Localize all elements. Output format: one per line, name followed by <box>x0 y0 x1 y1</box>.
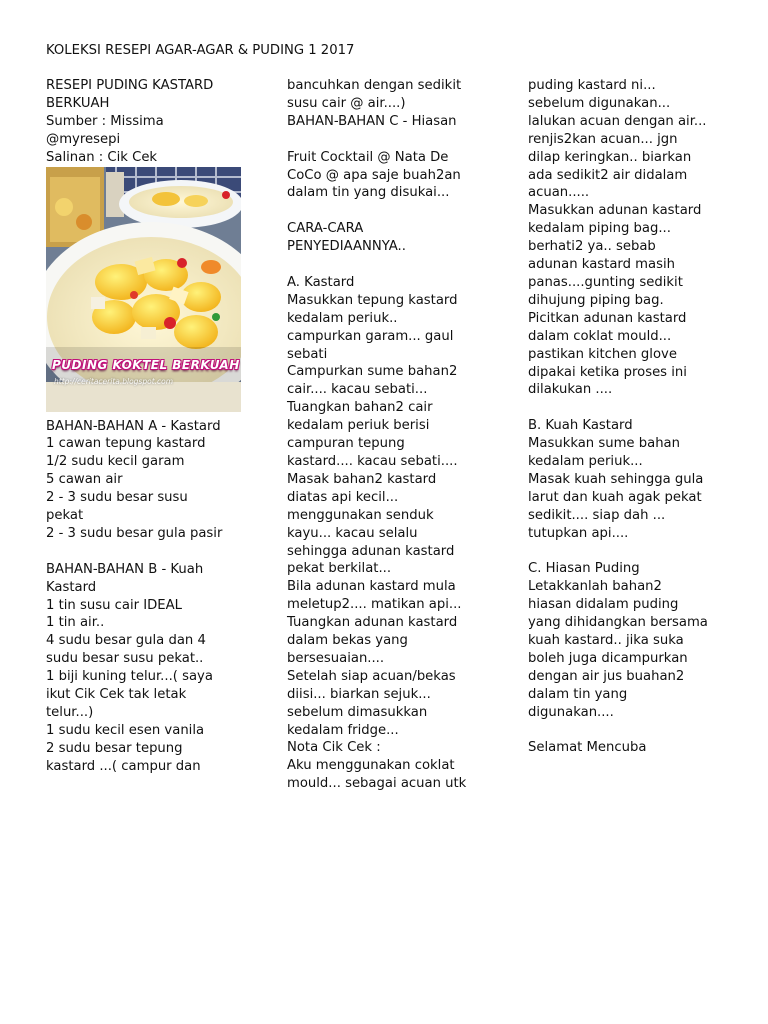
text-line <box>287 202 523 220</box>
text-line: diisi... biarkan sejuk... <box>287 686 431 702</box>
text-line: dalam bekas yang <box>287 633 408 649</box>
text-line: diatas api kecil... <box>287 489 399 505</box>
text-line: 1 tin susu cair IDEAL <box>46 597 182 613</box>
text-line: ikut Cik Cek tak letak <box>46 687 187 703</box>
text-line: 1 cawan tepung kastard <box>46 436 206 452</box>
text-line: dalam tin yang <box>528 686 628 702</box>
column-3 <box>528 77 760 757</box>
text-line: Aku menggunakan coklat <box>287 758 455 774</box>
text-line: kayu... kacau selalu <box>287 525 418 541</box>
text-line: telur...) <box>46 705 94 721</box>
text-line: dilap keringkan.. biarkan <box>528 149 692 165</box>
photo-watermark-url: http://ceritacerita.blogspot.com <box>54 376 174 386</box>
text-line: RESEPI PUDING KASTARD <box>46 78 214 93</box>
text-line: Masak bahan2 kastard <box>287 471 437 487</box>
pudding-photo <box>46 167 241 412</box>
column-2 <box>287 77 523 793</box>
text-line: Picitkan adunan kastard <box>528 310 687 326</box>
text-line: dihujung piping bag. <box>528 292 664 308</box>
text-line: 4 sudu besar gula dan 4 <box>46 633 206 649</box>
text-line: dilakukan .... <box>528 382 613 398</box>
text-line: meletup2.... matikan api... <box>287 597 462 613</box>
text-line: dengan air jus buahan2 <box>528 668 685 684</box>
text-line: Bila adunan kastard mula <box>287 579 456 595</box>
text-line: berhati2 ya.. sebab <box>528 239 656 255</box>
text-line: ada sedikit2 air didalam <box>528 167 688 183</box>
text-line: C. Hiasan Puding <box>528 561 640 577</box>
column-1 <box>46 77 278 776</box>
text-line: larut dan kuah agak pekat <box>528 489 702 505</box>
text-line: B. Kuah Kastard <box>528 418 633 434</box>
text-line: CoCo @ apa saje buah2an <box>287 167 461 183</box>
text-line <box>46 543 278 561</box>
text-line: kedalam piping bag... <box>528 221 671 237</box>
text-line: adunan kastard masih <box>528 257 675 273</box>
text-line: Sumber : Missima <box>46 113 164 129</box>
text-line: @myresepi <box>46 131 121 147</box>
text-line: 2 - 3 sudu besar gula pasir <box>46 525 223 541</box>
text-line: digunakan.... <box>528 704 614 720</box>
text-line: BAHAN-BAHAN C - Hiasan <box>287 113 457 129</box>
text-line: sedikit.... siap dah ... <box>528 507 666 523</box>
text-line: Masak kuah sehingga gula <box>528 471 704 487</box>
text-line <box>528 399 760 417</box>
text-line: Masukkan adunan kastard <box>528 203 702 219</box>
text-line: Nota Cik Cek : <box>287 740 381 756</box>
text-line: kedalam periuk... <box>528 454 643 470</box>
recipe-header <box>46 77 278 167</box>
text-line: hiasan didalam puding <box>528 597 679 613</box>
text-line: PENYEDIAANNYA.. <box>287 239 406 255</box>
text-line: mould... sebagai acuan utk <box>287 776 467 792</box>
text-line: Campurkan sume bahan2 <box>287 364 458 380</box>
text-line <box>528 722 760 740</box>
ingredients-section <box>46 418 278 776</box>
text-line: boleh juga dicampurkan <box>528 650 688 666</box>
text-line: Kastard <box>46 579 97 595</box>
text-line: pekat berkilat... <box>287 561 392 577</box>
text-line: Tuangkan bahan2 cair <box>287 400 433 416</box>
text-line: A. Kastard <box>287 274 355 290</box>
text-line: kastard.... kacau sebati.... <box>287 453 458 469</box>
text-line: campurkan garam... gaul <box>287 328 454 344</box>
text-line: pastikan kitchen glove <box>528 346 677 362</box>
text-line: puding kastard ni... <box>528 78 656 93</box>
text-line: campuran tepung <box>287 436 405 452</box>
text-line: sehingga adunan kastard <box>287 543 455 559</box>
text-line <box>528 543 760 561</box>
text-line: Masukkan sume bahan <box>528 436 680 452</box>
text-line: dalam coklat mould... <box>528 328 672 344</box>
text-line: bersesuaian.... <box>287 650 385 666</box>
text-line: Letakkanlah bahan2 <box>528 579 662 595</box>
text-line: Masukkan tepung kastard <box>287 292 458 308</box>
text-line: acuan..... <box>528 185 590 201</box>
text-line: menggunakan senduk <box>287 507 434 523</box>
text-line: dipakai ketika proses ini <box>528 364 687 380</box>
text-line: sebati <box>287 346 328 362</box>
text-line: panas....gunting sedikit <box>528 274 683 290</box>
photo-caption: PUDING KOKTEL BERKUAH <box>52 357 240 372</box>
text-line: yang dihidangkan bersama <box>528 615 708 631</box>
text-line: Tuangkan adunan kastard <box>287 615 458 631</box>
text-line: Setelah siap acuan/bekas <box>287 668 456 684</box>
text-line: kedalam fridge... <box>287 722 399 738</box>
text-line: dalam tin yang disukai... <box>287 185 450 201</box>
text-line: 5 cawan air <box>46 472 123 488</box>
text-line <box>287 131 523 149</box>
text-line: 1 sudu kecil esen vanila <box>46 722 205 738</box>
text-line <box>287 256 523 274</box>
document-title: KOLEKSI RESEPI AGAR-AGAR & PUDING 1 2017 <box>46 43 355 58</box>
text-line: renjis2kan acuan... jgn <box>528 131 678 147</box>
text-line: lalukan acuan dengan air... <box>528 113 707 129</box>
text-line: susu cair @ air....) <box>287 95 406 111</box>
text-line: pekat <box>46 508 84 524</box>
text-line: 2 sudu besar tepung <box>46 740 183 756</box>
text-line: kuah kastard.. jika suka <box>528 633 684 649</box>
text-line: sudu besar susu pekat.. <box>46 651 204 667</box>
text-line: sebelum digunakan... <box>528 95 671 111</box>
text-line: 1/2 sudu kecil garam <box>46 454 185 470</box>
text-line: Fruit Cocktail @ Nata De <box>287 149 449 165</box>
text-line: sebelum dimasukkan <box>287 704 428 720</box>
text-line: kedalam periuk berisi <box>287 418 430 434</box>
text-line: kastard ...( campur dan <box>46 758 201 774</box>
text-line: Salinan : Cik Cek <box>46 149 158 165</box>
text-line: BAHAN-BAHAN A - Kastard <box>46 418 221 434</box>
text-line: 1 tin air.. <box>46 615 105 631</box>
text-line: BERKUAH <box>46 95 110 111</box>
text-line: cair.... kacau sebati... <box>287 382 428 398</box>
text-line: Selamat Mencuba <box>528 740 647 756</box>
text-line: 2 - 3 sudu besar susu <box>46 490 188 506</box>
text-line: 1 biji kuning telur...( saya <box>46 669 213 685</box>
text-line: CARA-CARA <box>287 221 364 237</box>
text-line: tutupkan api.... <box>528 525 629 541</box>
text-line: bancuhkan dengan sedikit <box>287 78 462 93</box>
text-line: kedalam periuk.. <box>287 310 398 326</box>
text-line: BAHAN-BAHAN B - Kuah <box>46 561 204 577</box>
